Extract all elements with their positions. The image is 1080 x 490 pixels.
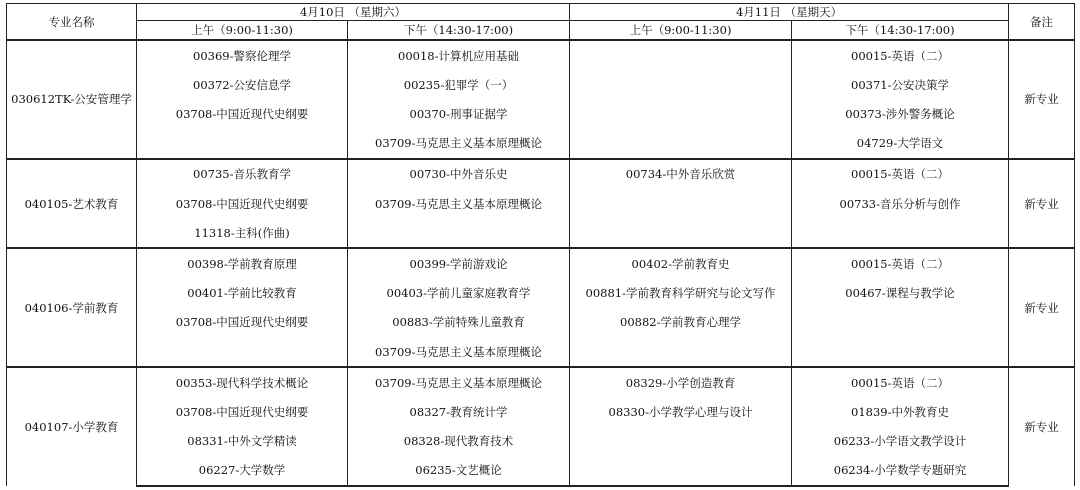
course-cell	[792, 308, 1009, 337]
course-cell: 00015-英语（二）	[792, 367, 1009, 397]
course-cell: 04729-大学语文	[792, 129, 1009, 159]
course-cell	[570, 218, 792, 248]
course-cell: 06227-大学数学	[137, 456, 348, 486]
table-row	[7, 40, 1075, 70]
course-cell: 03709-马克思主义基本原理概论	[348, 129, 570, 159]
table-row	[7, 70, 1075, 99]
course-cell: 00015-英语（二）	[792, 40, 1009, 70]
major-name: 040107-小学教育	[7, 367, 137, 486]
course-cell: 00734-中外音乐欣赏	[570, 159, 792, 189]
course-cell: 00881-学前教育科学研究与论文写作	[570, 279, 792, 308]
course-cell	[570, 129, 792, 159]
course-cell: 00403-学前儿童家庭教育学	[348, 279, 570, 308]
table-row	[7, 337, 1075, 367]
course-cell: 11318-主科(作曲)	[137, 218, 348, 248]
header-session-pm: 下午（14:30-17:00)	[792, 21, 1009, 41]
course-cell: 00399-学前游戏论	[348, 248, 570, 278]
course-cell: 00398-学前教育原理	[137, 248, 348, 278]
course-cell	[792, 218, 1009, 248]
course-cell: 00369-警察伦理学	[137, 40, 348, 70]
header-session-am: 上午（9:00-11:30)	[137, 21, 348, 41]
course-cell: 00370-刑事证据学	[348, 99, 570, 128]
course-cell: 00015-英语（二）	[792, 159, 1009, 189]
course-cell: 08330-小学教学心理与设计	[570, 397, 792, 426]
major-name: 040105-艺术教育	[7, 159, 137, 249]
course-cell: 03708-中国近现代史纲要	[137, 308, 348, 337]
course-cell: 00883-学前特殊儿童教育	[348, 308, 570, 337]
header-session-pm: 下午（14:30-17:00)	[348, 21, 570, 41]
course-cell: 00018-计算机应用基础	[348, 40, 570, 70]
table-row	[7, 159, 1075, 189]
table-row	[7, 397, 1075, 426]
schedule-body	[7, 40, 1075, 486]
course-cell: 08328-现代教育技术	[348, 427, 570, 456]
table-row	[7, 218, 1075, 248]
course-cell: 03708-中国近现代史纲要	[137, 99, 348, 128]
header-session-am: 上午（9:00-11:30)	[570, 21, 792, 41]
course-cell	[570, 456, 792, 486]
course-cell: 00402-学前教育史	[570, 248, 792, 278]
course-cell	[137, 129, 348, 159]
course-cell	[792, 337, 1009, 367]
major-name: 040106-学前教育	[7, 248, 137, 367]
table-row	[7, 189, 1075, 218]
exam-schedule-table	[6, 3, 1075, 487]
course-cell: 06234-小学数学专题研究	[792, 456, 1009, 486]
course-cell: 00372-公安信息学	[137, 70, 348, 99]
course-cell: 03709-马克思主义基本原理概论	[348, 337, 570, 367]
table-row	[7, 248, 1075, 278]
course-cell: 01839-中外教育史	[792, 397, 1009, 426]
course-cell: 00735-音乐教育学	[137, 159, 348, 189]
course-cell: 00235-犯罪学（一）	[348, 70, 570, 99]
course-cell	[570, 337, 792, 367]
course-cell	[570, 427, 792, 456]
major-name: 030612TK-公安管理学	[7, 40, 137, 159]
course-cell: 00373-涉外警务概论	[792, 99, 1009, 128]
course-cell: 00467-课程与教学论	[792, 279, 1009, 308]
course-cell	[570, 40, 792, 70]
table-row	[7, 308, 1075, 337]
table-row	[7, 427, 1075, 456]
remark-cell: 新专业	[1009, 40, 1075, 159]
table-row	[7, 456, 1075, 486]
course-cell	[348, 218, 570, 248]
table-row	[7, 279, 1075, 308]
remark-cell: 新专业	[1009, 248, 1075, 367]
course-cell: 00882-学前教育心理学	[570, 308, 792, 337]
course-cell: 00733-音乐分析与创作	[792, 189, 1009, 218]
course-cell: 03709-马克思主义基本原理概论	[348, 189, 570, 218]
course-cell: 00371-公安决策学	[792, 70, 1009, 99]
course-cell: 03708-中国近现代史纲要	[137, 397, 348, 426]
course-cell: 06233-小学语文教学设计	[792, 427, 1009, 456]
course-cell: 08331-中外文学精读	[137, 427, 348, 456]
course-cell: 03708-中国近现代史纲要	[137, 189, 348, 218]
course-cell: 00015-英语（二）	[792, 248, 1009, 278]
course-cell: 00401-学前比较教育	[137, 279, 348, 308]
header-remark: 备注	[1009, 4, 1075, 41]
course-cell: 03709-马克思主义基本原理概论	[348, 367, 570, 397]
table-row	[7, 367, 1075, 397]
course-cell: 08329-小学创造教育	[570, 367, 792, 397]
remark-cell: 新专业	[1009, 159, 1075, 249]
course-cell: 08327-教育统计学	[348, 397, 570, 426]
course-cell: 06235-文艺概论	[348, 456, 570, 486]
table-row	[7, 99, 1075, 128]
course-cell: 00353-现代科学技术概论	[137, 367, 348, 397]
header-day-apr10: 4月10日 （星期六）	[137, 4, 570, 21]
course-cell	[570, 99, 792, 128]
remark-cell: 新专业	[1009, 367, 1075, 486]
table-row	[7, 129, 1075, 159]
course-cell	[570, 189, 792, 218]
header-day-apr11: 4月11日 （星期天）	[570, 4, 1009, 21]
course-cell	[137, 337, 348, 367]
course-cell	[570, 70, 792, 99]
course-cell: 00730-中外音乐史	[348, 159, 570, 189]
header-major: 专业名称	[7, 4, 137, 41]
